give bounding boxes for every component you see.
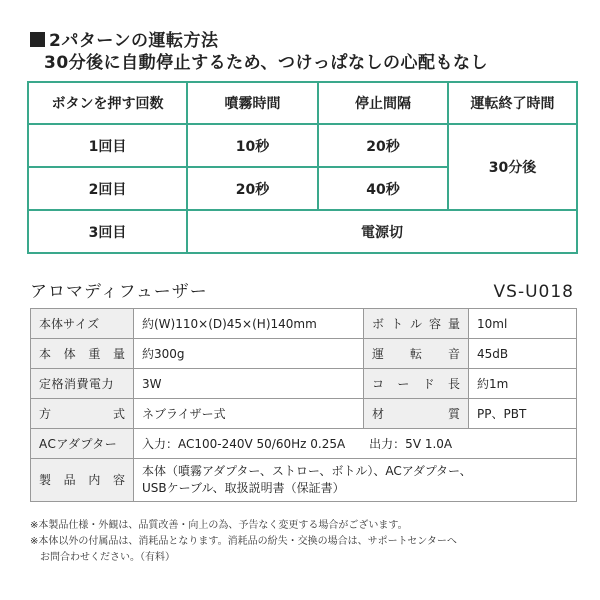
header-end-time: 運転終了時間 (448, 82, 577, 124)
label-char: 運 (372, 347, 385, 361)
label-char: 材 (372, 407, 385, 421)
label-char: 本 (39, 347, 52, 361)
label-text (39, 345, 125, 362)
spec-table (30, 308, 577, 502)
operation-mode-table (27, 81, 578, 254)
power-off-cell: 電源切 (187, 210, 577, 253)
label-text: 定格消費電力 (39, 377, 115, 391)
label-char: 量 (447, 317, 460, 331)
spec-row (31, 399, 577, 429)
footnotes (30, 518, 457, 566)
label-char: 品 (63, 472, 76, 487)
table-row (28, 210, 577, 253)
section-title: 2パターンの運転方法 (49, 31, 219, 51)
spray-time-cell: 20秒 (187, 167, 318, 210)
label-char: 本 (39, 317, 52, 331)
footnote-3: お問合わせください。（有料） (40, 552, 175, 563)
label-char: 質 (447, 407, 460, 421)
section-heading (30, 30, 219, 52)
spec-label-contents (31, 459, 134, 502)
label-text (39, 472, 125, 489)
contents-line-1: 本体（噴霧アダプター、ストロー、ボトル）、ACアダプター、 (142, 464, 472, 478)
label-char: 内 (88, 472, 101, 487)
press-count-cell: 3回目 (28, 210, 187, 253)
spec-value-weight: 約300g (134, 339, 364, 369)
spec-label-text (39, 315, 125, 332)
label-text (372, 375, 460, 392)
spec-row (31, 429, 577, 459)
spec-label-noise (364, 339, 469, 369)
spec-label-material (364, 399, 469, 429)
spray-time-cell: 10秒 (187, 124, 318, 167)
header-press-count: ボタンを押す回数 (28, 82, 187, 124)
spec-row (31, 459, 577, 502)
press-count-cell: 1回目 (28, 124, 187, 167)
spec-value-cord: 約1m (469, 369, 577, 399)
footnote-1: ※本製品仕様・外観は、品質改善・向上の為、予告なく変更する場合がございます。 (30, 520, 408, 531)
label-char: 方 (39, 407, 52, 421)
label-char: ズ (87, 317, 100, 331)
label-char: 長 (447, 377, 460, 391)
label-char: コ (372, 377, 385, 391)
spec-label-cord (364, 369, 469, 399)
header-stop-interval: 停止間隔 (318, 82, 448, 124)
label-char: 音 (447, 347, 460, 361)
label-char: ー (397, 377, 410, 391)
section-subtitle: 30分後に自動停止するため、つけっぱなしの心配もなし (44, 53, 488, 73)
spec-value-method: ネブライザー式 (134, 399, 364, 429)
label-char: 容 (428, 317, 441, 331)
spec-row (31, 339, 577, 369)
label-text (372, 345, 460, 362)
spec-value-contents (134, 459, 577, 502)
spec-label-adapter (31, 429, 134, 459)
stop-interval-cell: 40秒 (318, 167, 448, 210)
spec-value-material: PP、PBT (469, 399, 577, 429)
square-bullet-icon (30, 32, 45, 47)
label-text (39, 315, 99, 332)
label-char: 式 (112, 407, 125, 421)
stop-interval-cell: 20秒 (318, 124, 448, 167)
spec-label-bottle (364, 309, 469, 339)
label-text (372, 315, 460, 332)
label-text (39, 405, 125, 422)
table-row (28, 124, 577, 167)
spec-row (31, 309, 577, 339)
spec-value-bottle: 10ml (469, 309, 577, 339)
label-char: 量 (112, 347, 125, 361)
label-char: ド (422, 377, 435, 391)
spec-label-power (31, 369, 134, 399)
contents-line-2: USBケーブル、取扱説明書（保証書） (142, 481, 345, 495)
footnote-2: ※本体以外の付属品は、消耗品となります。消耗品の紛失・交換の場合は、サポートセンターへ (30, 536, 457, 547)
label-char: ル (409, 317, 422, 331)
press-count-cell: 2回目 (28, 167, 187, 210)
spec-value-size: 約(W)110×(D)45×(H)140mm (134, 309, 364, 339)
label-char: 体 (63, 347, 76, 361)
label-text (372, 405, 460, 422)
label-char: 製 (39, 472, 52, 487)
label-char: ト (390, 317, 403, 331)
label-char: 容 (112, 472, 125, 487)
label-char: 重 (88, 347, 101, 361)
spec-row (31, 369, 577, 399)
label-char: 体 (51, 317, 64, 331)
label-char: 転 (409, 347, 422, 361)
spec-label-size (31, 309, 134, 339)
label-char: サ (63, 317, 76, 331)
product-model: VS-U018 (493, 282, 574, 302)
spec-value-power: 3W (134, 369, 364, 399)
label-char: イ (75, 317, 88, 331)
header-spray-time: 噴霧時間 (187, 82, 318, 124)
label-text: ACアダプター (39, 437, 118, 451)
end-time-cell: 30分後 (448, 124, 577, 210)
product-name: アロマディフューザー (30, 282, 208, 302)
label-char: ボ (372, 317, 385, 331)
spec-value-adapter: 入力：AC100-240V 50/60Hz 0.25A 出力：5V 1.0A (134, 429, 577, 459)
table-header-row (28, 82, 577, 124)
spec-label-method (31, 399, 134, 429)
spec-label-weight (31, 339, 134, 369)
spec-value-noise: 45dB (469, 339, 577, 369)
